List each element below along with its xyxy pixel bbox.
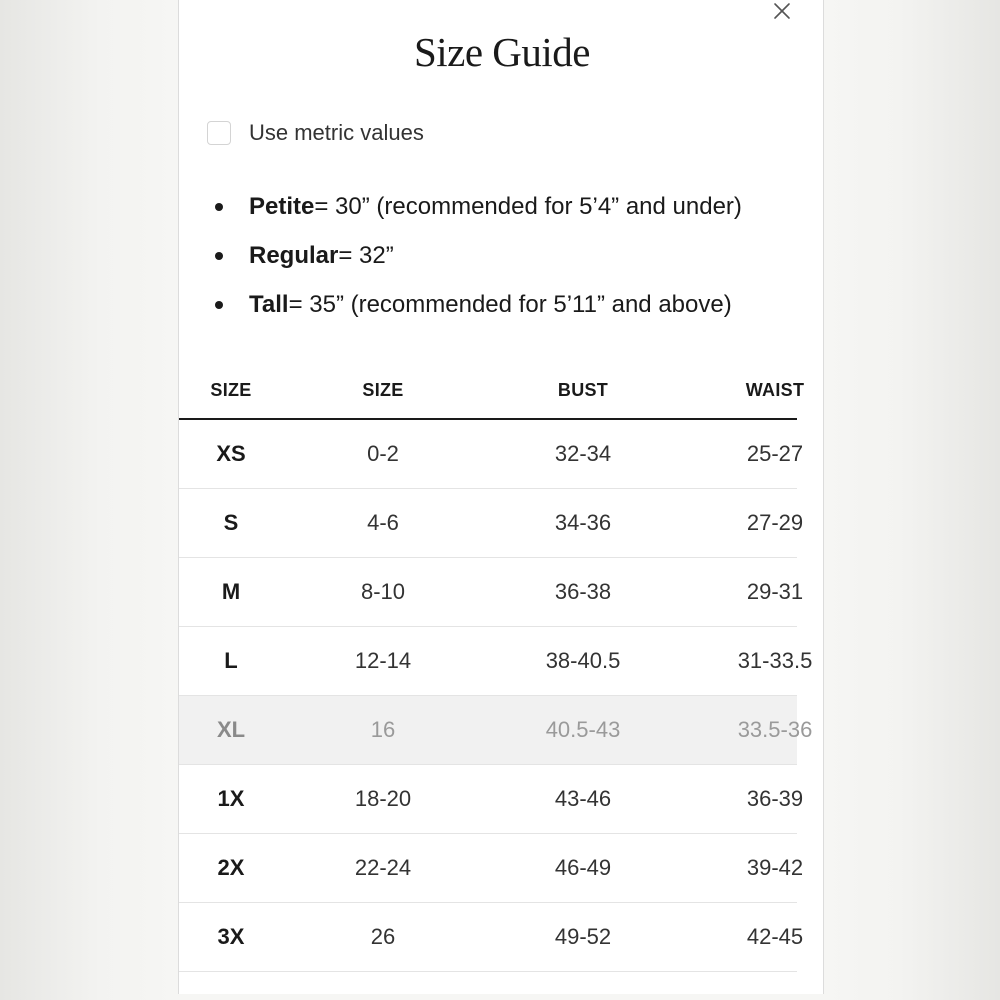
list-item	[215, 182, 815, 231]
size-cell: XL	[216, 717, 246, 742]
list-item	[215, 231, 815, 280]
close-icon	[771, 0, 795, 24]
length-name: Tall	[249, 290, 289, 318]
size-cell: 2X	[217, 855, 245, 880]
size-cell: 1X	[217, 786, 245, 811]
numeric-size-cell: 18-20	[354, 786, 412, 811]
waist-cell: 29-31	[746, 579, 804, 604]
close-button[interactable]	[771, 0, 795, 24]
size-cell: XS	[216, 441, 246, 466]
waist-cell: 25-27	[746, 441, 804, 466]
numeric-size-cell: 16	[370, 717, 396, 742]
length-name: Regular	[249, 241, 339, 269]
size-table[interactable]	[179, 362, 813, 994]
waist-cell: 42-45	[746, 924, 804, 949]
length-value: = 30” (recommended for 5’4” and under)	[314, 192, 742, 220]
table-row	[179, 558, 804, 627]
bullet-dot	[215, 203, 223, 211]
table-row	[179, 420, 804, 489]
length-name: Petite	[249, 192, 315, 220]
table-row	[179, 627, 813, 696]
column-header: BUST	[557, 380, 609, 400]
waist-cell: 39-42	[746, 855, 804, 880]
bust-cell: 46-49	[554, 855, 612, 880]
table-row	[179, 903, 804, 972]
bust-cell: 32-34	[554, 441, 612, 466]
list-item	[215, 280, 815, 329]
table-row	[179, 696, 813, 765]
size-cell: M	[221, 579, 241, 604]
numeric-size-cell: 4-6	[367, 510, 399, 535]
bullet-dot	[215, 252, 223, 260]
table-row	[179, 489, 804, 558]
table-body	[179, 420, 813, 972]
table-row	[179, 765, 804, 834]
column-header: SIZE	[362, 380, 404, 400]
size-cell: 3X	[217, 924, 245, 949]
length-notes-list	[215, 182, 815, 329]
length-value: = 32”	[338, 241, 394, 269]
numeric-size-cell: 8-10	[360, 579, 406, 604]
bust-cell: 36-38	[554, 579, 612, 604]
metric-label: Use metric values	[249, 120, 424, 145]
waist-cell: 27-29	[746, 510, 804, 535]
size-guide-modal	[178, 0, 824, 994]
size-cell: S	[223, 510, 239, 535]
table-row	[179, 834, 804, 903]
table-header	[179, 362, 805, 420]
numeric-size-cell: 22-24	[354, 855, 412, 880]
metric-checkbox[interactable]	[207, 121, 231, 145]
waist-cell: 36-39	[746, 786, 804, 811]
bust-cell: 49-52	[554, 924, 612, 949]
bust-cell: 34-36	[554, 510, 612, 535]
column-header: SIZE	[210, 380, 252, 400]
bust-cell: 43-46	[554, 786, 612, 811]
waist-cell: 31-33.5	[737, 648, 813, 673]
bullet-dot	[215, 301, 223, 309]
numeric-size-cell: 12-14	[354, 648, 412, 673]
modal-title: Size Guide	[413, 29, 591, 75]
length-value: = 35” (recommended for 5’11” and above)	[288, 290, 732, 318]
column-header: WAIST	[745, 380, 805, 400]
waist-cell: 33.5-36	[737, 717, 813, 742]
bust-cell: 38-40.5	[545, 648, 621, 673]
bust-cell: 40.5-43	[545, 717, 621, 742]
numeric-size-cell: 26	[370, 924, 396, 949]
metric-toggle[interactable]	[207, 118, 424, 148]
numeric-size-cell: 0-2	[367, 441, 399, 466]
size-cell: L	[224, 648, 238, 673]
